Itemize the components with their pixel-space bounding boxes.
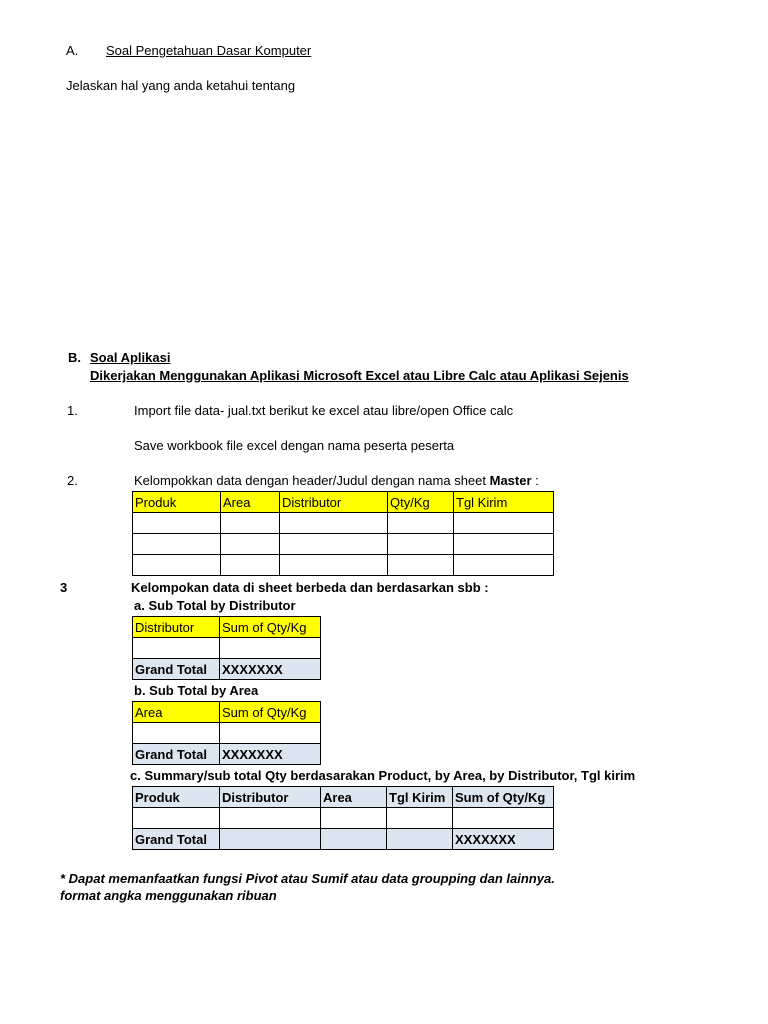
table-cell (454, 534, 554, 555)
table-cell (220, 723, 321, 744)
sub-a-grand-total-value: XXXXXXX (220, 659, 321, 680)
table-cell (220, 808, 321, 829)
section-a-title: Soal Pengetahuan Dasar Komputer (106, 43, 312, 58)
sub-b-header-area: Area (133, 702, 220, 723)
sub-b-grand-total-label: Grand Total (133, 744, 220, 765)
sub-b-label: b. Sub Total by Area (134, 683, 259, 698)
sub-c-label: c. Summary/sub total Qty berdasarakan Product, by Area, by Distributor, Tgl kirim (130, 768, 636, 783)
master-table-header-row (133, 492, 554, 513)
item3-text: Kelompokan data di sheet berbeda dan berdasarkan sbb : (131, 580, 489, 595)
sub-c-header-area: Area (321, 787, 387, 808)
sub-c-header-tgl-kirim: Tgl Kirim (387, 787, 453, 808)
table-row (133, 638, 321, 659)
sub-c-header-produk: Produk (133, 787, 220, 808)
table-cell (133, 513, 221, 534)
footnote-line2: format angka menggunakan ribuan (60, 888, 277, 903)
table-cell (221, 555, 280, 576)
section-a-marker: A. (66, 43, 79, 58)
table-cell (387, 808, 453, 829)
sub-c-grand-total-label: Grand Total (133, 829, 220, 850)
table-cell (388, 534, 454, 555)
table-cell (220, 829, 321, 850)
sub-b-header-row (133, 702, 321, 723)
section-b-marker: B. (68, 350, 81, 365)
table-row (133, 555, 554, 576)
table-cell (133, 808, 220, 829)
master-header-qty: Qty/Kg (388, 492, 454, 513)
sub-b-grand-total-row (133, 744, 321, 765)
table-cell (221, 513, 280, 534)
table-cell (454, 555, 554, 576)
master-header-area: Area (221, 492, 280, 513)
table-cell (453, 808, 554, 829)
sub-b-table (132, 701, 321, 765)
item1-line2: Save workbook file excel dengan nama peserta peserta (134, 438, 455, 453)
sub-b-grand-total-value: XXXXXXX (220, 744, 321, 765)
sub-a-grand-total-label: Grand Total (133, 659, 220, 680)
table-cell (321, 829, 387, 850)
item3-number: 3 (60, 580, 68, 595)
master-header-produk: Produk (133, 492, 221, 513)
table-cell (133, 638, 220, 659)
table-cell (454, 513, 554, 534)
sub-a-table (132, 616, 321, 680)
sub-c-header-row (133, 787, 554, 808)
master-header-distributor: Distributor (280, 492, 388, 513)
table-cell (387, 829, 453, 850)
table-cell (280, 555, 388, 576)
table-cell (221, 534, 280, 555)
table-cell (388, 513, 454, 534)
sub-b-header-sum: Sum of Qty/Kg (220, 702, 321, 723)
table-cell (133, 534, 221, 555)
table-cell (133, 555, 221, 576)
sub-a-header-sum: Sum of Qty/Kg (220, 617, 321, 638)
table-row (133, 723, 321, 744)
table-cell (321, 808, 387, 829)
master-table (132, 491, 554, 576)
sub-c-grand-total-row (133, 829, 554, 850)
sub-a-header-row (133, 617, 321, 638)
table-cell (220, 638, 321, 659)
footnote-line1: * Dapat memanfaatkan fungsi Pivot atau Sumif atau data groupping dan lainnya. (60, 871, 555, 886)
table-cell (280, 534, 388, 555)
table-cell (280, 513, 388, 534)
item1-number: 1. (67, 403, 78, 418)
item2-suffix: : (531, 473, 539, 488)
item2-sheet-name: Master (489, 473, 532, 488)
table-cell (388, 555, 454, 576)
table-row (133, 513, 554, 534)
table-row (133, 808, 554, 829)
sub-a-header-distributor: Distributor (133, 617, 220, 638)
master-header-tgl-kirim: Tgl Kirim (454, 492, 554, 513)
section-a-intro: Jelaskan hal yang anda ketahui tentang (66, 78, 296, 93)
sub-a-grand-total-row (133, 659, 321, 680)
sub-c-grand-total-value: XXXXXXX (453, 829, 554, 850)
item1-line1: Import file data- jual.txt berikut ke excel atau libre/open Office calc (134, 403, 514, 418)
item2-number: 2. (67, 473, 78, 488)
section-b-subtitle: Dikerjakan Menggunakan Aplikasi Microsoft Excel atau Libre Calc atau Aplikasi Sejenis (90, 368, 629, 383)
table-cell (133, 723, 220, 744)
sub-c-header-sum: Sum of Qty/Kg (453, 787, 554, 808)
section-b-title: Soal Aplikasi (90, 350, 171, 365)
table-row (133, 534, 554, 555)
item2-instruction (134, 473, 539, 488)
item2-text: Kelompokkan data dengan header/Judul dengan nama sheet (134, 473, 490, 488)
sub-c-header-distributor: Distributor (220, 787, 321, 808)
sub-a-label: a. Sub Total by Distributor (134, 598, 296, 613)
sub-c-table (132, 786, 554, 850)
